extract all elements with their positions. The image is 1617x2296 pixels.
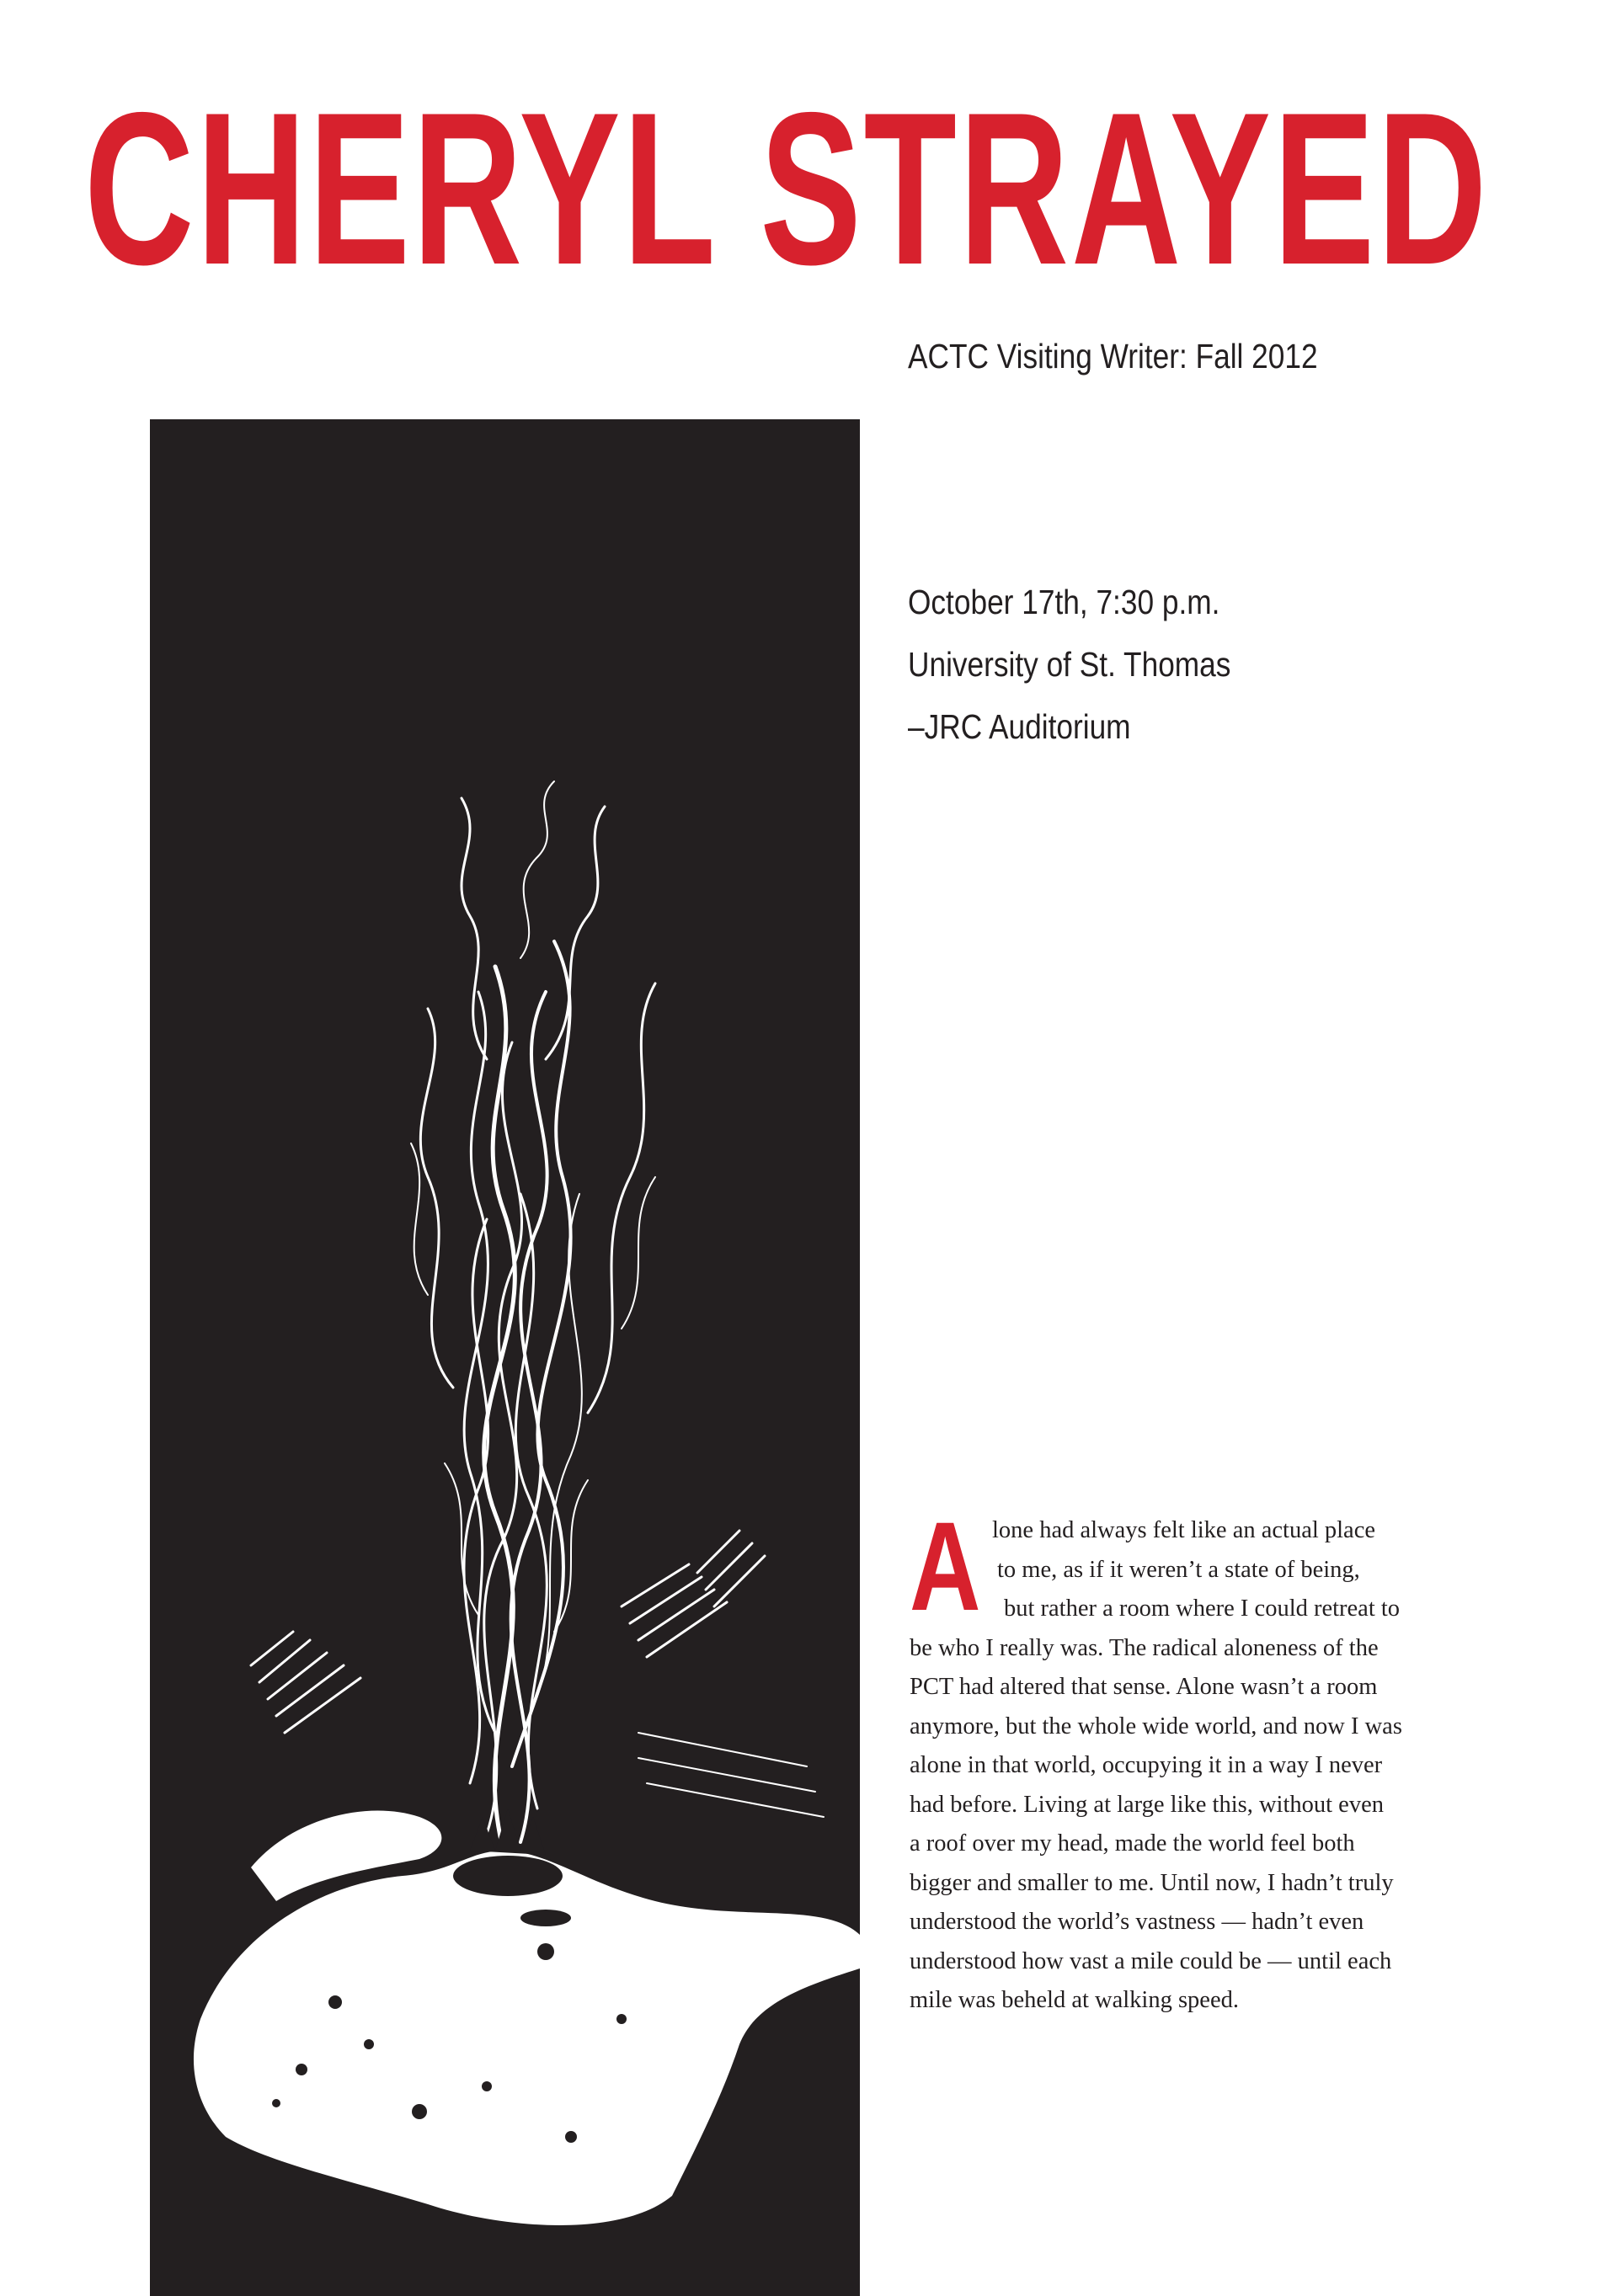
- event-details: [908, 571, 1230, 758]
- illustration-panel: [150, 419, 860, 2296]
- event-room: –JRC Auditorium: [908, 707, 1131, 746]
- excerpt-line: anymore, but the whole wide world, and now I was: [910, 1713, 1402, 1739]
- excerpt-line: a roof over my head, made the world feel both: [910, 1830, 1355, 1857]
- excerpt-line: PCT had altered that sense. Alone wasn’t a room: [910, 1674, 1378, 1700]
- poster-title: CHERYL STRAYED: [84, 67, 1490, 310]
- excerpt-line: understood how vast a mile could be — until each: [910, 1947, 1392, 1974]
- event-date-time: October 17th, 7:30 p.m.: [908, 583, 1220, 621]
- excerpt-line: to me, as if it weren’t a state of being,: [997, 1556, 1360, 1583]
- excerpt-line: understood the world’s vastness — hadn’t even: [910, 1909, 1364, 1935]
- drop-cap-letter: A: [910, 1495, 981, 1637]
- excerpt-line: be who I really was. The radical aloneness of the: [910, 1634, 1379, 1661]
- excerpt-line: alone in that world, occupying it in a way I never: [910, 1752, 1383, 1778]
- excerpt-line: mile was beheld at walking speed.: [910, 1987, 1239, 2013]
- book-excerpt: [910, 1511, 1449, 2021]
- excerpt-line: but rather a room where I could retreat to: [1004, 1595, 1401, 1622]
- excerpt-line: lone had always felt like an actual place: [992, 1517, 1375, 1543]
- poster-subtitle: ACTC Visiting Writer: Fall 2012: [908, 337, 1318, 376]
- excerpt-line: bigger and smaller to me. Until now, I hadn’t truly: [910, 1869, 1394, 1896]
- campfire-smoke-illustration-icon: [150, 419, 860, 2296]
- excerpt-line: had before. Living at large like this, without even: [910, 1791, 1384, 1818]
- event-venue: University of St. Thomas: [908, 645, 1231, 684]
